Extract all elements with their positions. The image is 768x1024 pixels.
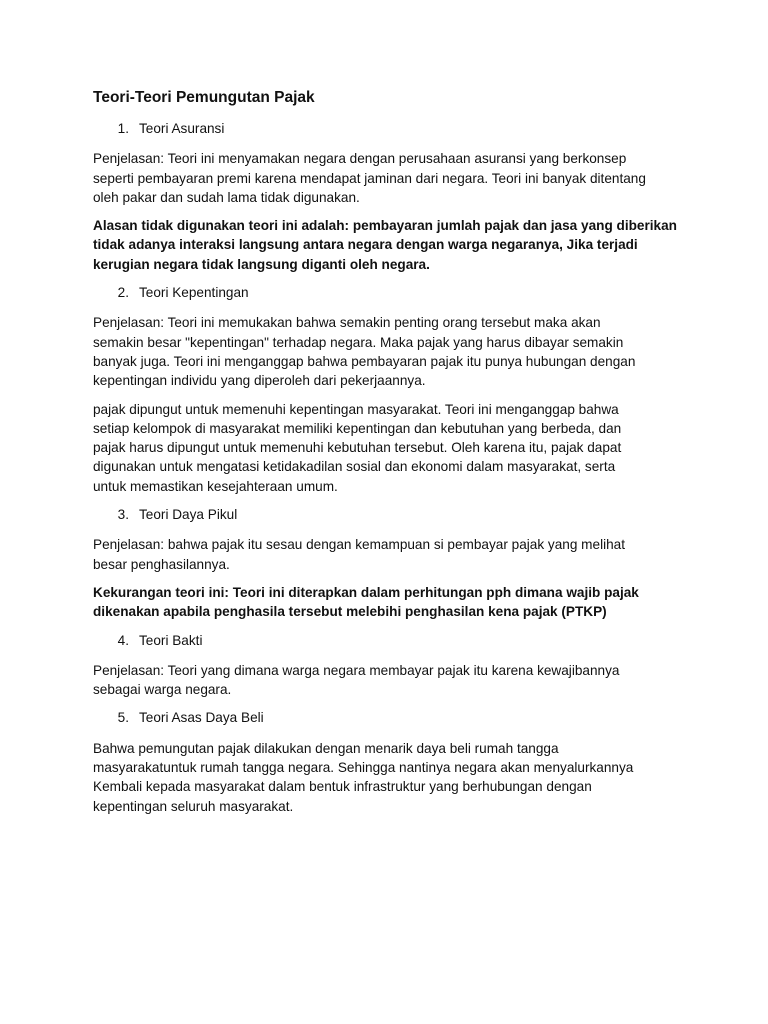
paragraph [93, 661, 693, 700]
document-body [93, 88, 693, 825]
section-heading-text: Teori Bakti [139, 632, 203, 648]
paragraph-line: Alasan tidak digunakan teori ini adalah: pembayaran jumlah pajak dan jasa yang diberikan [93, 218, 677, 234]
paragraph-line: pajak harus dipungut untuk memenuhi kebutuhan tersebut. Oleh karena itu, pajak dapat [93, 440, 622, 456]
section-heading-text: Teori Kepentingan [139, 285, 249, 301]
section-number: 4. [117, 632, 129, 648]
section-heading-text: Teori Daya Pikul [139, 507, 238, 523]
paragraph-line: Kekurangan teori ini: Teori ini diterapkan dalam perhitungan pph dimana wajib pajak [93, 584, 639, 600]
paragraph [93, 739, 693, 816]
paragraph-line: digunakan untuk mengatasi ketidakadilan sosial dan ekonomi dalam masyarakat, serta [93, 459, 616, 475]
paragraph-line: kerugian negara tidak langsung diganti oleh negara. [93, 256, 430, 272]
section-heading [93, 283, 693, 302]
section-heading-text: Teori Asuransi [139, 121, 225, 136]
section-number: 5. [117, 710, 129, 726]
paragraph-line: dikenakan apabila penghasila tersebut melebihi penghasilan kena pajak (PTKP) [93, 604, 607, 620]
section-number: 2. [117, 285, 129, 301]
paragraph-line: untuk memastikan kesejahteraan umum. [93, 478, 338, 494]
section-heading [93, 708, 693, 727]
paragraph-line: Kembali kepada masyarakat dalam bentuk infrastruktur yang berhubungan dengan [93, 779, 592, 795]
paragraph-line: Bahwa pemungutan pajak dilakukan dengan menarik daya beli rumah tangga [93, 740, 559, 756]
document-title: Teori-Teori Pemungutan Pajak [93, 89, 315, 106]
paragraph-line: tidak adanya interaksi langsung antara negara dengan warga negaranya, Jika terjadi [93, 237, 638, 253]
paragraph-line: Penjelasan: bahwa pajak itu sesau dengan kemampuan si pembayar pajak yang melihat [93, 537, 626, 553]
section-number: 1. [117, 121, 129, 136]
paragraph-line: oleh pakar dan sudah lama tidak digunakan. [93, 189, 360, 205]
bold-paragraph [93, 216, 693, 274]
paragraph-line: sebagai warga negara. [93, 682, 232, 698]
paragraph-line: besar penghasilannya. [93, 556, 230, 572]
section-heading [93, 631, 693, 650]
bold-paragraph [93, 583, 693, 622]
section-number: 3. [117, 507, 129, 523]
paragraph-line: seperti pembayaran premi karena mendapat jaminan dari negara. Teori ini banyak ditentang [93, 170, 646, 186]
paragraph [93, 535, 693, 574]
paragraph [93, 149, 693, 207]
paragraph-line: setiap kelompok di masyarakat memiliki kepentingan dan kebutuhan yang berbeda, dan [93, 420, 622, 436]
paragraph-line: Penjelasan: Teori ini memukakan bahwa semakin penting orang tersebut maka akan [93, 315, 601, 331]
paragraph-line: masyarakatuntuk rumah tangga negara. Sehingga nantinya negara akan menyalurkannya [93, 760, 634, 776]
paragraph-line: kepentingan individu yang diperoleh dari pekerjaannya. [93, 373, 426, 389]
section-heading-text: Teori Asas Daya Beli [139, 710, 264, 726]
paragraph [93, 400, 693, 496]
paragraph-line: Penjelasan: Teori yang dimana warga negara membayar pajak itu karena kewajibannya [93, 662, 620, 678]
paragraph-line: pajak dipungut untuk memenuhi kepentingan masyarakat. Teori ini menganggap bahwa [93, 401, 619, 417]
paragraph-line: Penjelasan: Teori ini menyamakan negara dengan perusahaan asuransi yang berkonsep [93, 151, 627, 167]
paragraph [93, 313, 693, 390]
paragraph-line: banyak juga. Teori ini menganggap bahwa pembayaran pajak itu punya hubungan dengan [93, 353, 636, 369]
section-heading [93, 119, 693, 138]
paragraph-line: kepentingan seluruh masyarakat. [93, 798, 294, 814]
section-heading [93, 505, 693, 524]
paragraph-line: semakin besar "kepentingan" terhadap negara. Maka pajak yang harus dibayar semakin [93, 334, 624, 350]
